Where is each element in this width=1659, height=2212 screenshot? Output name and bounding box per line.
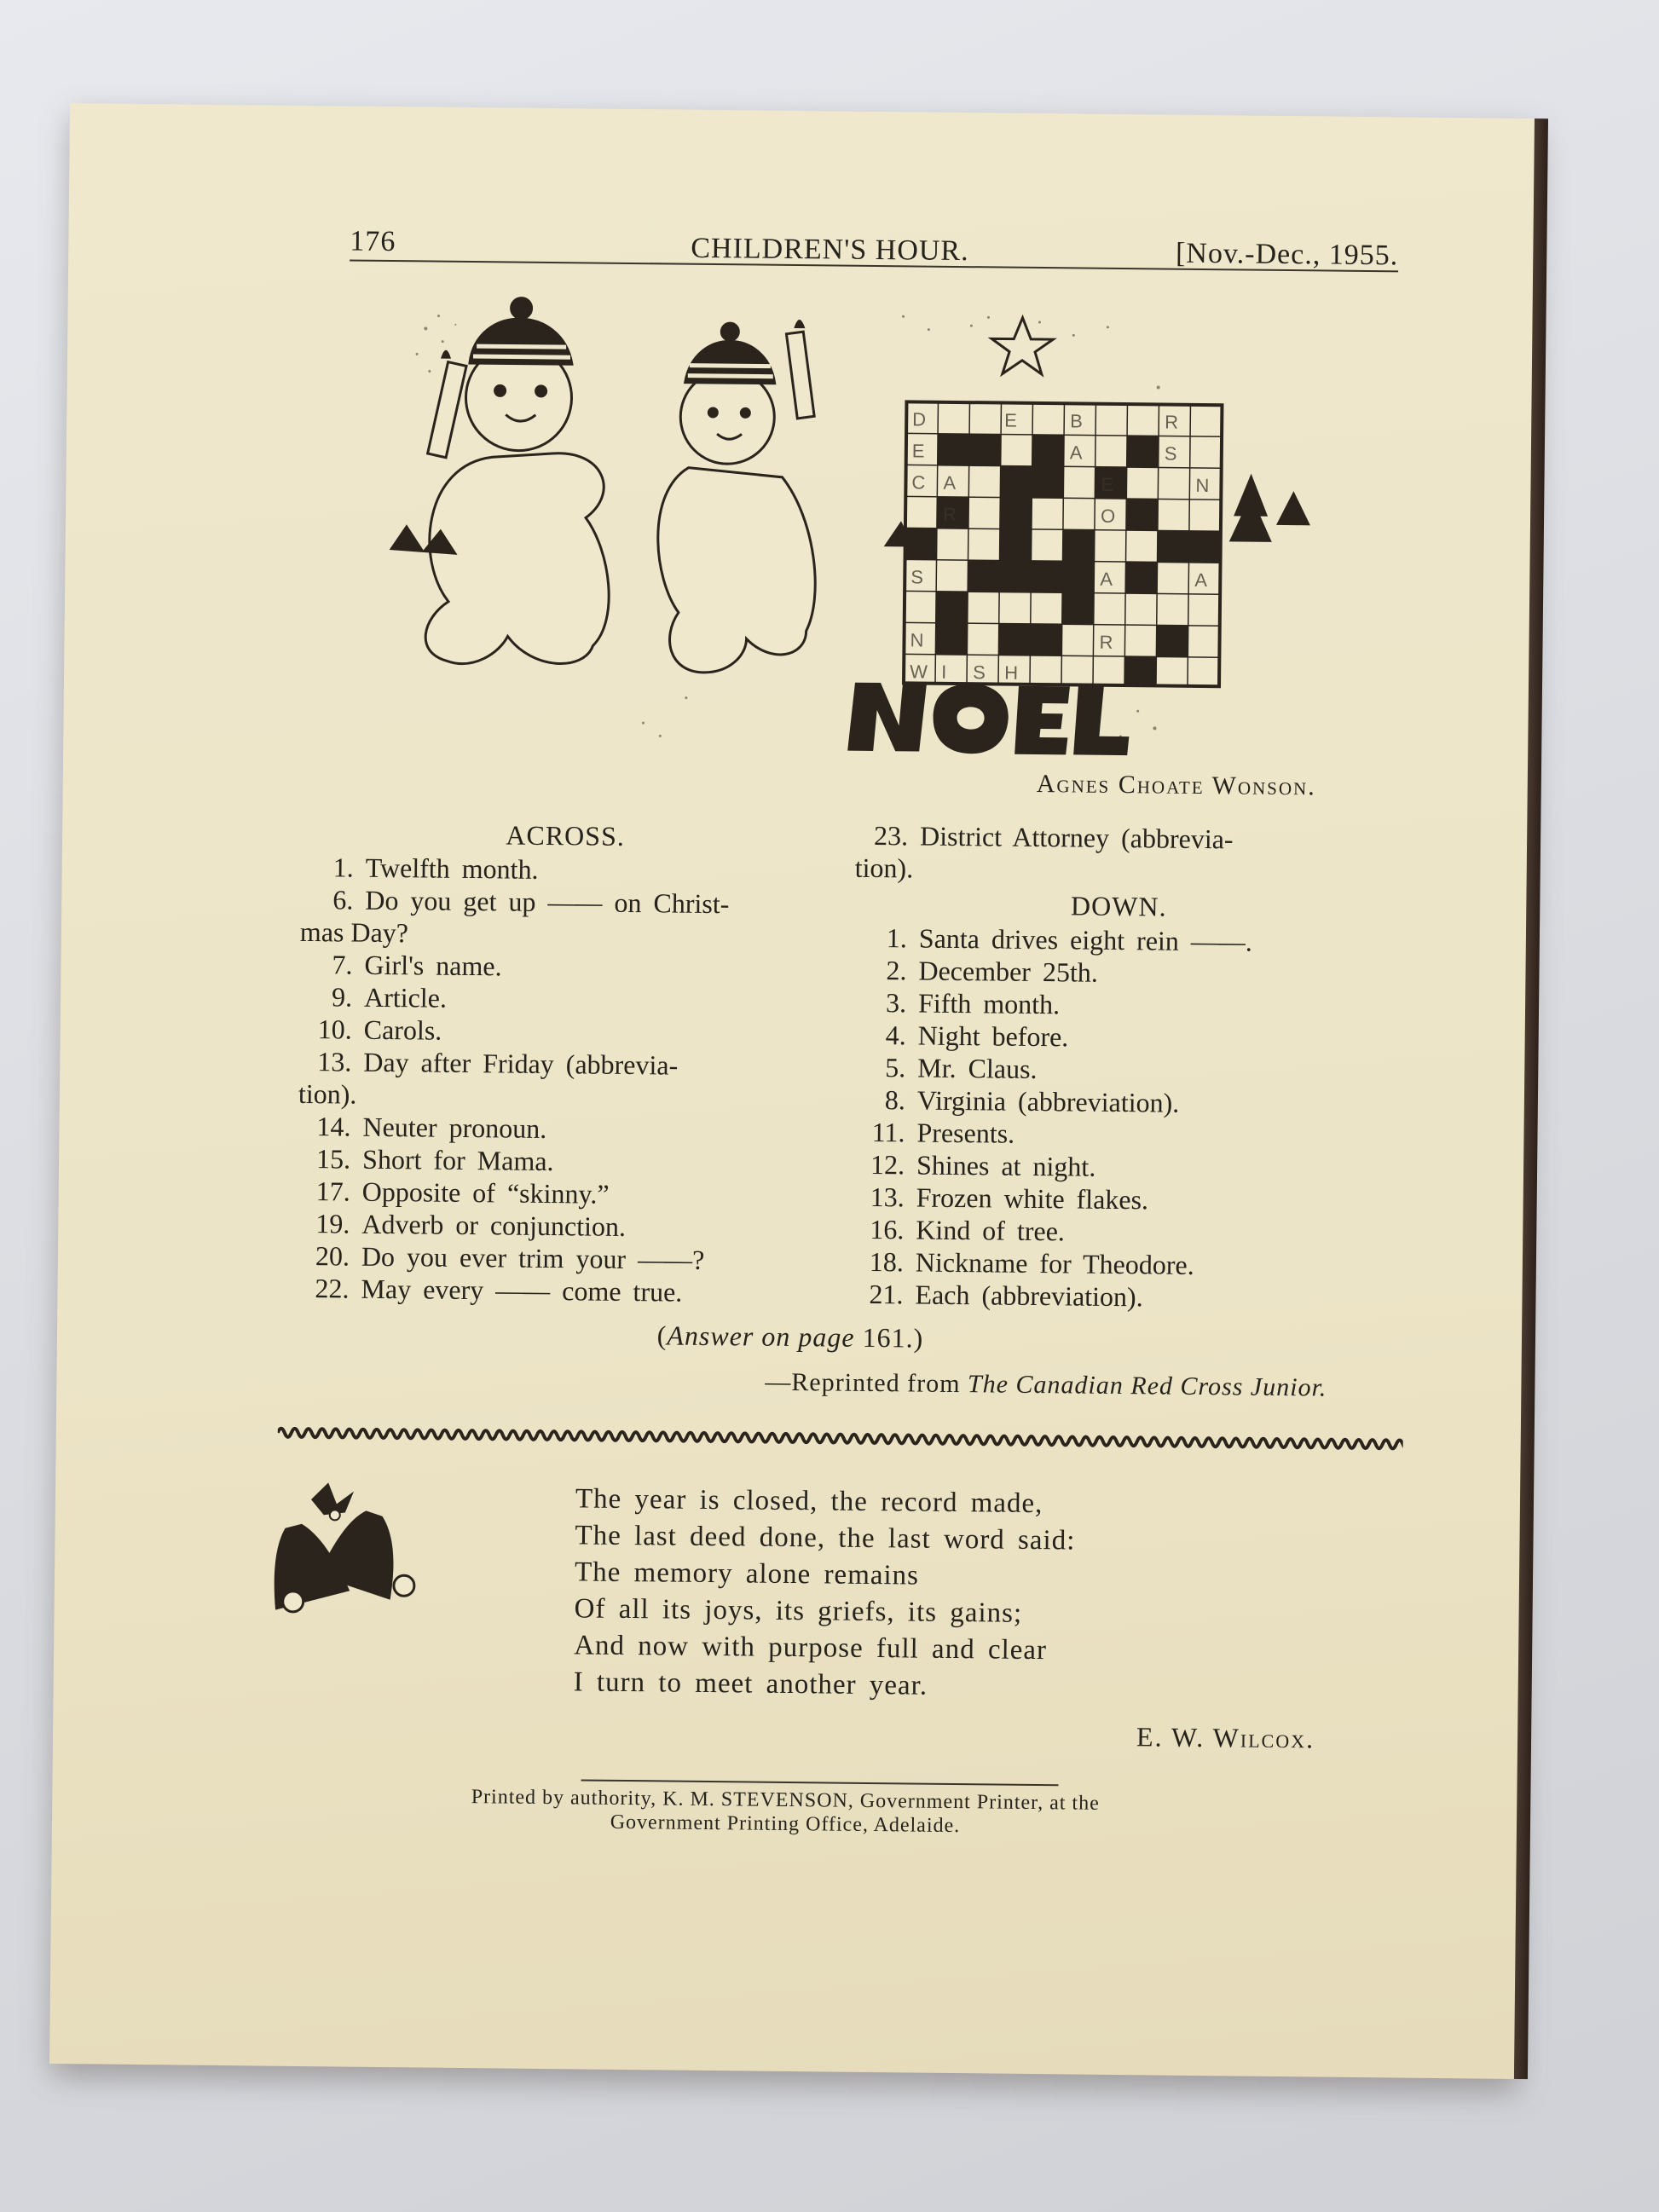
poem-line: The last deed done, the last word said: [575,1520,1076,1556]
clue-item [853,1051,1381,1089]
across-clue-23 [855,819,1384,889]
clue-text: Shines at night. [916,1149,1096,1182]
svg-text:A: A [943,471,957,494]
clue-text: Day after Friday (abbrevia- [363,1046,679,1081]
svg-text:E: E [1101,473,1114,495]
clue-number: 16. [870,1213,905,1245]
clue-number: 3. [885,987,907,1019]
clue-text: Opposite of “skinny.” [361,1175,610,1210]
clue-number: 13. [317,1046,352,1077]
clue-item [297,1207,825,1245]
poem-author: E. W. Wilcox. [1136,1721,1315,1754]
across-clues-column [296,813,830,1309]
clue-item [301,851,830,888]
page-spine [1514,118,1548,2079]
clue-number: 19. [315,1208,350,1239]
snowmen-crossword-illustration [387,294,1356,765]
clue-number: 22. [315,1273,350,1304]
poem-line: And now with purpose full and clear [573,1630,1048,1666]
clue-number: 5. [885,1052,906,1083]
clue-text: Neuter pronoun. [362,1111,547,1144]
clue-item [299,948,828,985]
clue-text: Article. [363,981,448,1014]
clue-item [852,1181,1380,1218]
down-clue-list [850,921,1383,1315]
clue-number: 18. [869,1245,905,1278]
left-candle [428,349,467,458]
noel-lettering [847,683,1130,756]
clue-continuation: tion). [298,1077,357,1110]
svg-text:S: S [973,661,986,684]
clue-text: Twelfth month. [365,852,539,885]
svg-text:A: A [1100,568,1113,590]
clue-text: Do you get up —— on Christ- [365,884,730,920]
clue-item [299,980,828,1018]
svg-text:R: R [942,503,957,525]
clue-number: 20. [315,1240,350,1272]
clue-number: 6. [332,884,354,915]
svg-text:A: A [1069,442,1083,464]
clue-item [298,1175,826,1212]
clue-item [298,1045,828,1115]
clue-text: Short for Mama. [361,1143,554,1177]
clue-number: 7. [332,949,353,980]
clue-item [853,954,1382,991]
down-clues-column [850,819,1384,1315]
svg-text:N: N [910,629,924,651]
puzzle-author: Agnes Choate Wonson. [1036,769,1316,801]
answer-page: 161.) [854,1321,924,1354]
reprint-prefix: —Reprinted from [765,1367,968,1399]
clue-text: December 25th. [918,955,1099,988]
clue-text: Nickname for Theodore. [915,1246,1194,1280]
answer-prefix: ( [656,1320,668,1351]
clue-continuation: mas Day? [299,915,409,949]
clue-number: 4. [885,1019,906,1051]
clue-text: Each (abbreviation). [915,1279,1143,1313]
clue-text: Kind of tree. [916,1214,1066,1247]
star-icon [991,317,1054,374]
svg-text:E: E [1004,409,1018,431]
clue-item [297,1239,825,1277]
running-header [350,226,1398,273]
svg-text:E: E [911,440,925,462]
clue-text: Virginia (abbreviation). [916,1084,1180,1118]
clue-number: 2. [886,955,907,986]
printer-imprint [52,1781,1518,1844]
clue-item [298,1142,826,1180]
clue-item [296,1272,824,1309]
svg-text:A: A [1194,569,1208,592]
clue-text: Mr. Claus. [917,1052,1038,1084]
clue-number: 9. [331,981,353,1013]
poem-line: The year is closed, the record made, [575,1483,1043,1520]
clue-number: 11. [871,1116,905,1148]
clue-number: 17. [315,1175,350,1207]
publication-title: CHILDREN'S HOUR. [691,232,969,268]
svg-text:O: O [1100,505,1116,527]
crossword-grid [904,401,1222,686]
clue-text: District Attorney (abbrevia- [919,820,1234,855]
christmas-bells-icon [258,1473,431,1620]
svg-text:D: D [912,408,927,430]
clue-number: 12. [870,1148,905,1181]
clue-text: Adverb or conjunction. [361,1208,627,1242]
printer-line: Printed by authority, K. M. STEVENSON, Government Printer, at the [471,1786,1100,1815]
poem-line: I turn to meet another year. [573,1666,928,1701]
printer-line: Government Printing Office, Adelaide. [610,1811,961,1838]
clue-item [852,1148,1380,1186]
clue-item [300,883,830,953]
clue-number: 14. [316,1111,351,1142]
clue-number: 10. [317,1014,352,1045]
left-snowman [425,297,612,665]
magazine-page [49,103,1536,2079]
clue-item [850,1278,1379,1315]
clue-item [852,1116,1380,1153]
svg-text:S: S [910,566,924,588]
ornamental-divider [278,1423,1403,1455]
printer-divider [581,1779,1059,1786]
across-heading: ACROSS. [506,819,626,852]
poem-line: The memory alone remains [574,1556,920,1591]
svg-text:H: H [1004,661,1019,684]
svg-text:R: R [1165,411,1179,433]
clue-item [298,1110,826,1147]
svg-text:I: I [941,661,947,683]
clue-text: Fifth month. [917,987,1061,1020]
answer-italic: Answer on page [667,1320,855,1353]
svg-text:R: R [1099,631,1113,653]
clue-text: Do you ever trim your ——? [361,1240,705,1275]
svg-text:C: C [911,471,926,494]
clue-item [851,1213,1379,1250]
down-heading: DOWN. [1070,890,1167,922]
clue-text: Frozen white flakes. [916,1181,1149,1216]
svg-text:N: N [1195,474,1210,497]
clue-text: Santa drives eight rein ——. [918,922,1253,957]
across-clue-list [296,851,830,1309]
clue-text: May every —— come true. [361,1273,683,1308]
poem-line: Of all its joys, its griefs, its gains; [574,1593,1023,1629]
reprint-source: The Canadian Red Cross Junior. [967,1370,1327,1402]
answer-note [57,1314,1523,1360]
clue-item [853,1083,1381,1121]
clue-number: 1. [886,922,908,954]
clue-continuation: tion). [854,852,914,884]
page-number: 176 [350,225,396,258]
clue-text: Carols. [363,1014,442,1046]
clue-text: Girl's name. [364,949,502,982]
clue-number: 1. [332,852,354,883]
clue-item [853,986,1382,1024]
svg-text:B: B [1070,410,1084,432]
clue-item [853,1019,1381,1056]
clue-number: 23. [873,819,909,852]
clue-item [299,1013,828,1050]
clue-text: Night before. [917,1019,1069,1053]
reprint-credit [765,1368,1327,1403]
clue-number: 21. [869,1278,904,1310]
clue-item [851,1245,1379,1283]
svg-text:W: W [910,661,928,683]
svg-text:S: S [1164,442,1177,465]
clue-item [854,921,1383,959]
issue-date: [Nov.-Dec., 1955. [1175,237,1399,272]
clue-text: Presents. [916,1117,1015,1149]
poem [573,1481,1076,1706]
right-candle [785,320,815,419]
clue-number: 8. [884,1084,906,1116]
clue-number: 15. [315,1143,351,1175]
clue-number: 13. [870,1181,905,1213]
